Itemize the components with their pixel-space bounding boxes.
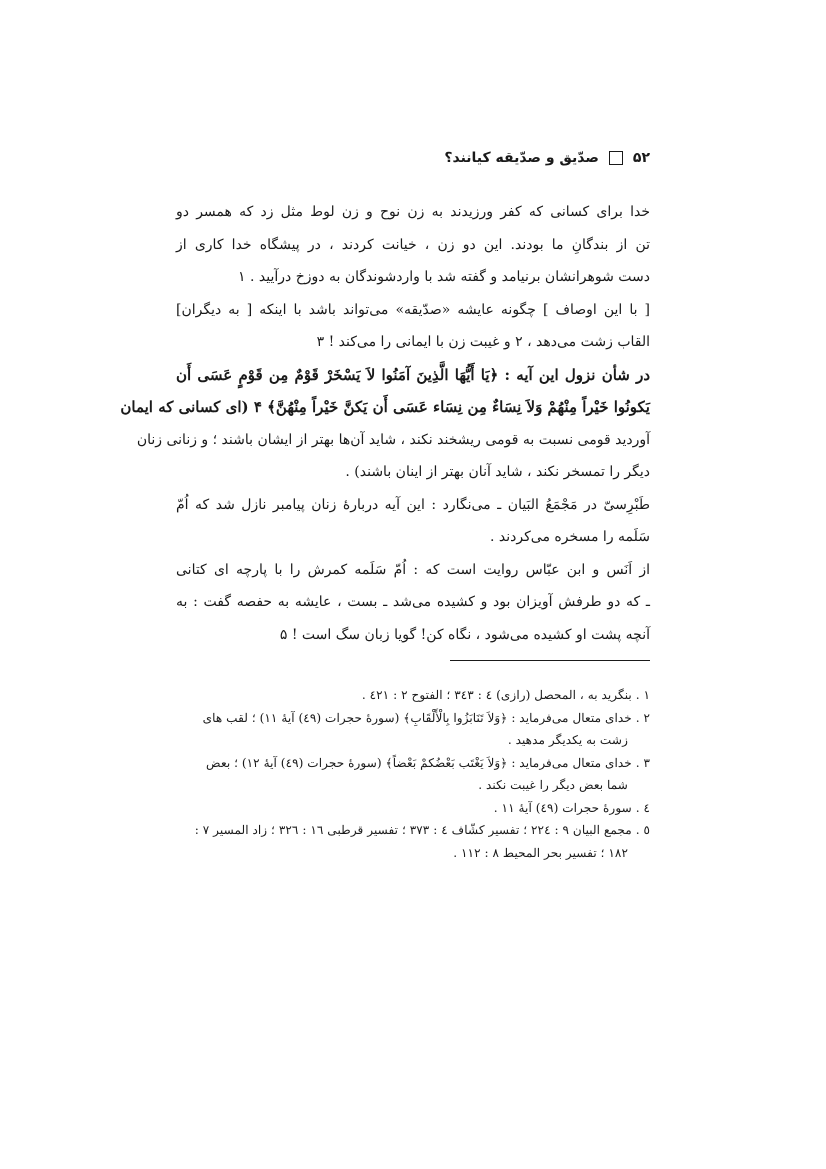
body-line: سَلَمه را مسخره می‌کردند . xyxy=(490,529,650,545)
body-line: آوردید قومی نسبت به قومی ریشخند نکند ، شاید آن‌ها بهتر از ایشان باشند ؛ و زنانی زنان xyxy=(136,431,650,448)
body-line: دیگر را تمسخر نکند ، شاید آنان بهتر از اینان باشند) . xyxy=(345,464,650,480)
running-header xyxy=(444,150,650,166)
body-line: دست شوهرانشان برنیامد و گفته شد با واردشوندگان به دوزخ درآیید . ۱ xyxy=(238,269,650,285)
body-line: خدا برای کسانی که کفر ورزیدند به زن نوح و زن لوط مثل زد که همسر دو xyxy=(176,204,650,220)
footnotes xyxy=(176,684,650,864)
page-number: ۵۲ xyxy=(632,150,650,166)
footnote-continuation: شما بعض دیگر را غیبت نکند . xyxy=(478,778,628,792)
footnote-continuation: ١٨٢ ؛ تفسیر بحر المحیط ٨ : ١١٢ . xyxy=(453,845,628,860)
running-title: صدّیق و صدّیقه کیانند؟ xyxy=(444,150,599,166)
footnote: ۱ . بنگرید به ، المحصل (رازی) ٤ : ٣٤٣ ؛ الفتوح ٢ : ٤٢١ . xyxy=(361,688,650,702)
footnote-separator xyxy=(450,660,650,661)
footnote: ٥ . مجمع البیان ٩ : ٢٢٤ ؛ تفسیر کشّاف ٤ : ٣٧٣ ؛ تفسیر قرطبی ١٦ : ٣٢٦ ؛ زاد المسیر ٧ : xyxy=(194,823,650,837)
footnote: ۳ . خدای متعال می‌فرماید : ﴿وَلاَ یَغْتَب بَعْضُکمْ بَعْضاً﴾ (سورهٔ حجرات (٤٩) آیهٔ ١٢) ؛ بعض xyxy=(206,755,650,770)
body-line: القاب زشت می‌دهد ، ۲ و غیبت زن با ایمانی را می‌کند ! ۳ xyxy=(316,334,650,350)
body-line: آنچه پشت او کشیده می‌شود ، نگاه کن! گویا زبان سگ است ! ۵ xyxy=(279,626,650,643)
body-line: طَبْرِسیّ در مَجْمَعُ البَیان ـ می‌نگارد : این آیه دربارهٔ زنان پیامبر نازل شد که اُمّ xyxy=(176,496,650,513)
footnote-continuation: زشت به یکدیگر مدهید . xyxy=(507,733,628,747)
body-line-quran: در شأن نزول این آیه : ﴿یَا أَیُّهَا الَّذِینَ آمَنُوا لاَ یَسْخَرْ قَوْمٌ مِن قَوْمٍ عَسَى أَن xyxy=(176,365,650,384)
footnote: ۲ . خدای متعال می‌فرماید : ﴿وَلاَ تَنَابَزُوا بِالْأَلْقَابِ﴾ (سورهٔ حجرات (٤٩) آیهٔ ١١) ؛ لقب های xyxy=(202,710,650,725)
body-line: [ با این اوصاف ] چگونه عایشه «صدّیقه» می‌تواند باشد با اینکه [ به دیگران] xyxy=(176,301,650,318)
body-line: از اَنَس و ابن عبّاس روایت است که : اُمّ سَلَمه کمرش را با پارچه ای کتانی xyxy=(176,561,650,578)
footnote: ٤ . سورهٔ حجرات (٤٩) آیهٔ ١١ . xyxy=(493,800,650,815)
square-bullet-icon xyxy=(609,151,623,165)
body-text xyxy=(120,196,650,651)
body-line: ـ که دو طرفش آویزان بود و کشیده می‌شد ـ بست ، عایشه به حفصه گفت : به xyxy=(176,594,650,610)
body-line-quran: یَکونُوا خَیْراً مِنْهُمْ وَلاَ نِسَاءٌ مِن نِسَاء عَسَى أَن یَکنَّ خَیْراً مِنْهُنَّ﴾ ۴ (ای کسانی که ایمان xyxy=(120,398,650,416)
body-line: تن از بندگانِ ما بودند. این دو زن ، خیانت کردند ، در پیشگاه خدا کاری از xyxy=(176,236,650,253)
